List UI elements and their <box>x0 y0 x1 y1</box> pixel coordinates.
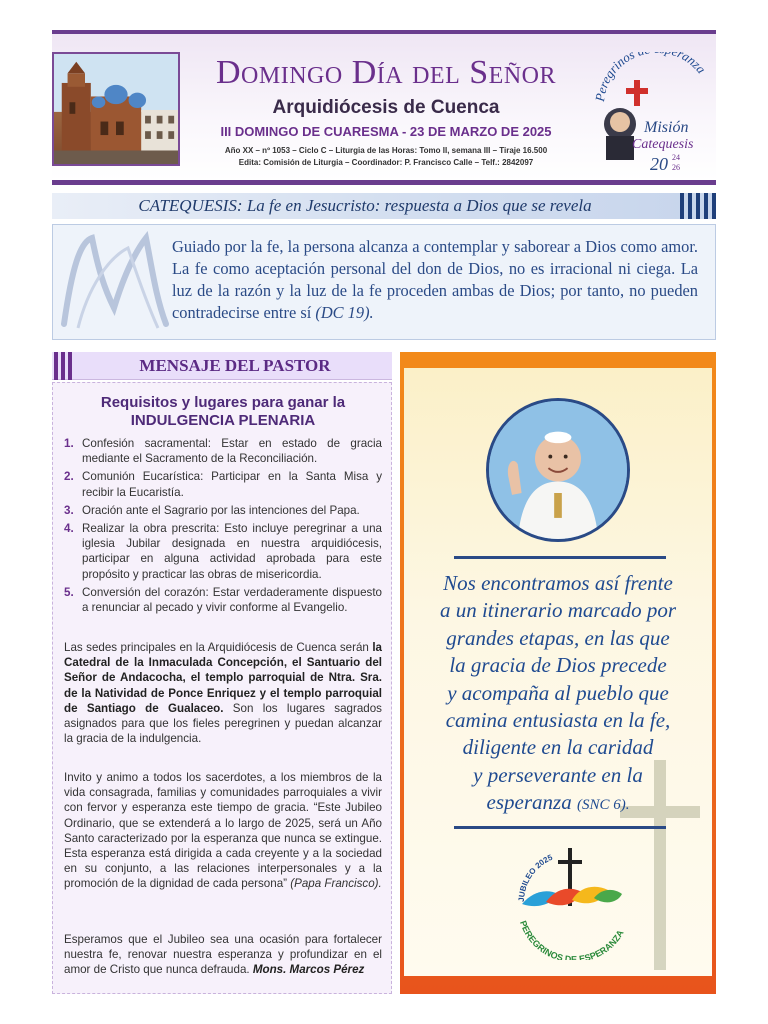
jubileo-arc-top: JUBILEO 2025 <box>516 852 554 903</box>
list-item: 2. Comunión Eucarística: Participar en la Santa Misa y recibir la Eucaristía. <box>64 470 382 499</box>
mision-catequesis-logo <box>592 52 716 176</box>
list-item: 3. Oración ante el Sagrario por las intenciones del Papa. <box>64 503 360 517</box>
pope-quote: Nos encontramos así frente a un itinerario marcado por grandes etapas, en las que la gracia de Dios precede y acompaña al pueblo que camina entusiasta en la fe, diligente en la caridad y perseverante en la esperanza (SNC 6). <box>439 571 677 815</box>
requirements-list <box>62 436 382 618</box>
logo-year-bottom: 26 <box>672 163 680 172</box>
marian-monogram-icon <box>58 228 170 336</box>
signature: Mons. Marcos Pérez <box>252 963 365 977</box>
logo-word-mision: Misión <box>644 119 689 136</box>
masthead-subtitle: Arquidiócesis de Cuenca <box>272 97 500 118</box>
list-item: 5. Conversión del corazón: Estar verdaderamente dispuesto a renunciar al pecado y vivir conforme al Evangelio. <box>64 585 382 615</box>
pastor-section-title: MENSAJE DEL PASTOR <box>139 356 331 375</box>
quote-bottom-rule <box>454 826 666 829</box>
paragraph-sedes: Las sedes principales en la Arquidiócesis de Cuenca serán la Catedral de la Inmaculada Concepción, el Santuario del Señor de Andacocha, el templo parroquial de Ntra. Sra. de la Natividad de Ponce Enriquez y el templo parroquial de Santiago de Gualaceo. Son los lugares sagrados asignados para que los fieles peregrinen y puedan alcanzar la gracia de la indulgencia. <box>64 641 382 746</box>
masthead-info-line-1: Año XX – nº 1053 – Ciclo C – Liturgia de las Horas: Tomo II, semana III – Tiraje 16.500 <box>224 146 548 155</box>
list-item: 4. Realizar la obra prescrita: Esto incluye peregrinar a una iglesia Jubilar designada en nuestra arquidiócesis, participar en alguna actividad aprobada para este propósito y practicar las obras de misericordia. <box>64 522 382 581</box>
pastor-stripes <box>52 352 74 380</box>
catequesis-stripes <box>678 193 716 219</box>
svg-text:PEREGRINOS DE ESPERANZA <box>518 919 626 960</box>
quote-ref: (SNC 6). <box>576 797 630 814</box>
requirements-title: Requisitos y lugares para ganar la INDULGENCIA PLENARIA <box>100 394 346 429</box>
pope-photo <box>486 398 630 542</box>
masthead-info-line-2: Edita: Comisión de Liturgia – Coordinador: P. Francisco Calle – Telf.: 2842097 <box>238 158 534 167</box>
jubileo-2025-logo <box>506 840 636 960</box>
list-item: 1. Confesión sacramental: Estar en estado de gracia mediante el Sacramento de la Reconciliación. <box>64 437 382 466</box>
logo-year-main: 20 <box>650 154 668 174</box>
quote-top-rule <box>454 556 666 559</box>
logo-word-catequesis: Catequesis <box>632 137 694 152</box>
masthead-date-line: III DOMINGO DE CUARESMA - 23 DE MARZO DE 2025 <box>220 124 552 139</box>
logo-year-top: 24 <box>672 153 680 162</box>
paragraph-invitation: Invito y animo a todos los sacerdotes, a los miembros de la vida consagrada, familias y comunidades parroquiales a vivir con fervor y esperanza este tiempo de gracia. “Este Jubileo Ordinario, que se extenderá a lo largo de 2025, será un Año Santo caracterizado por la esperanza que nunca se extingue. Esta esperanza está dirigida a cada creyente y a la sociedad en su conjunto, a las relaciones interpersonales y a la promoción de la dignidad de cada persona” (Papa Francisco). <box>64 771 382 891</box>
catequesis-title: CATEQUESIS: La fe en Jesucristo: respuesta a Dios que se revela <box>138 196 592 215</box>
masthead-title: Domingo Día del Señor <box>216 54 556 91</box>
catequesis-ref: (DC 19). <box>315 303 374 322</box>
paragraph-closing: Esperamos que el Jubileo sea una ocasión para fortalecer nuestra fe, renovar nuestra esperanza y profundizar en el amor de Cristo que nunca defrauda. Mons. Marcos Pérez <box>64 933 382 977</box>
catequesis-text: Guiado por la fe, la persona alcanza a contemplar y saborear a Dios como amor. La fe como aceptación personal del don de Dios, no es irracional ni ciega. La luz de la razón y la luz de la fe proceden ambas de Dios; por tanto, no pueden contradecirse entre sí (DC 19). <box>172 237 698 322</box>
cathedral-photo <box>52 52 180 166</box>
logo-arc-text: Peregrinos ranza <box>592 52 709 103</box>
jubileo-arc-bottom: PEREGRINOS DE ESPERANZA <box>518 919 626 960</box>
svg-text:Peregrinos de esperanza <box>592 52 709 103</box>
header-bottom-rule <box>52 180 716 185</box>
